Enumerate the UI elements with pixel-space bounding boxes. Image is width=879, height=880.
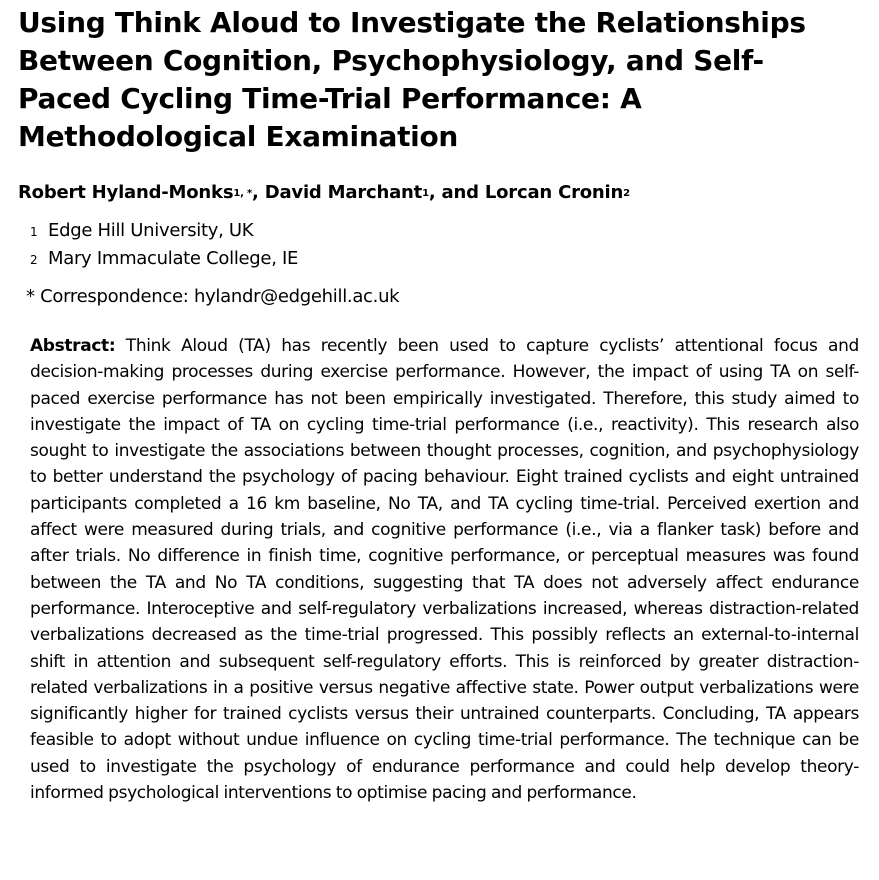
author-affiliation-mark: 2 [623,188,630,199]
abstract-text: Think Aloud (TA) has recently been used to capture cyclists’ attentional focus and decision-making processes during exercise performance. However, the impact of using TA on self-paced exercise performance has not been empirically investigated. Therefore, this study aimed to investigate the impact of TA on cycling time-trial performance (i.e., reactivity). This research also sought to investigate the associations between thought processes, cognition, and psychophysiology to better understand the psychology of pacing behaviour. Eight trained cyclists and eight untrained participants completed a 16 km baseline, No TA, and TA cycling time-trial. Perceived exertion and affect were measured during trials, and cognitive performance (i.e., via a flanker task) before and after trials. No difference in finish time, cognitive performance, or perceptual measures was found between the TA and No TA conditions, suggesting that TA does not adversely affect endurance performance. Interoceptive and self-regulatory verbalizations increased, whereas distraction-related verbalizations decreased as the time-trial progressed. This possibly reflects an external-to-internal shift in attention and subsequent self-regulatory efforts. This is reinforced by greater distraction-related verbalizations in a positive versus negative affective state. Power output verbalizations were significantly higher for trained cyclists versus their untrained counterparts. Concluding, TA appears feasible to adopt without undue influence on cycling time-trial performance. The technique can be used to investigate the psychology of endurance performance and could help develop theory-informed psychological interventions to optimise pacing and performance. [30,336,859,804]
title-line: Paced Cycling Time-Trial Performance: A [18,82,642,115]
affiliation-text: Edge Hill University, UK [48,220,254,241]
affiliation [30,218,253,244]
affiliation-number: 1 [30,225,38,239]
author-list [18,180,630,206]
correspondence: * Correspondence: hylandr@edgehill.ac.uk [26,286,400,307]
title-line: Between Cognition, Psychophysiology, and Self- [18,44,764,77]
author-separator: , [252,182,265,203]
author-name: Lorcan Cronin [484,182,624,203]
title-line: Using Think Aloud to Investigate the Relationships [18,6,806,39]
affiliation [30,246,298,272]
author-name: Robert Hyland-Monks [18,182,234,203]
affiliation-number: 2 [30,253,38,267]
abstract [30,333,859,806]
paper-title [18,4,868,156]
author-affiliation-mark: 1, * [233,188,253,199]
affiliation-text: Mary Immaculate College, IE [48,248,299,269]
author-separator: , and [428,182,485,203]
title-line: Methodological Examination [18,120,459,153]
author-name: David Marchant [264,182,423,203]
abstract-label: Abstract: [30,336,116,356]
author-affiliation-mark: 1 [422,188,429,199]
